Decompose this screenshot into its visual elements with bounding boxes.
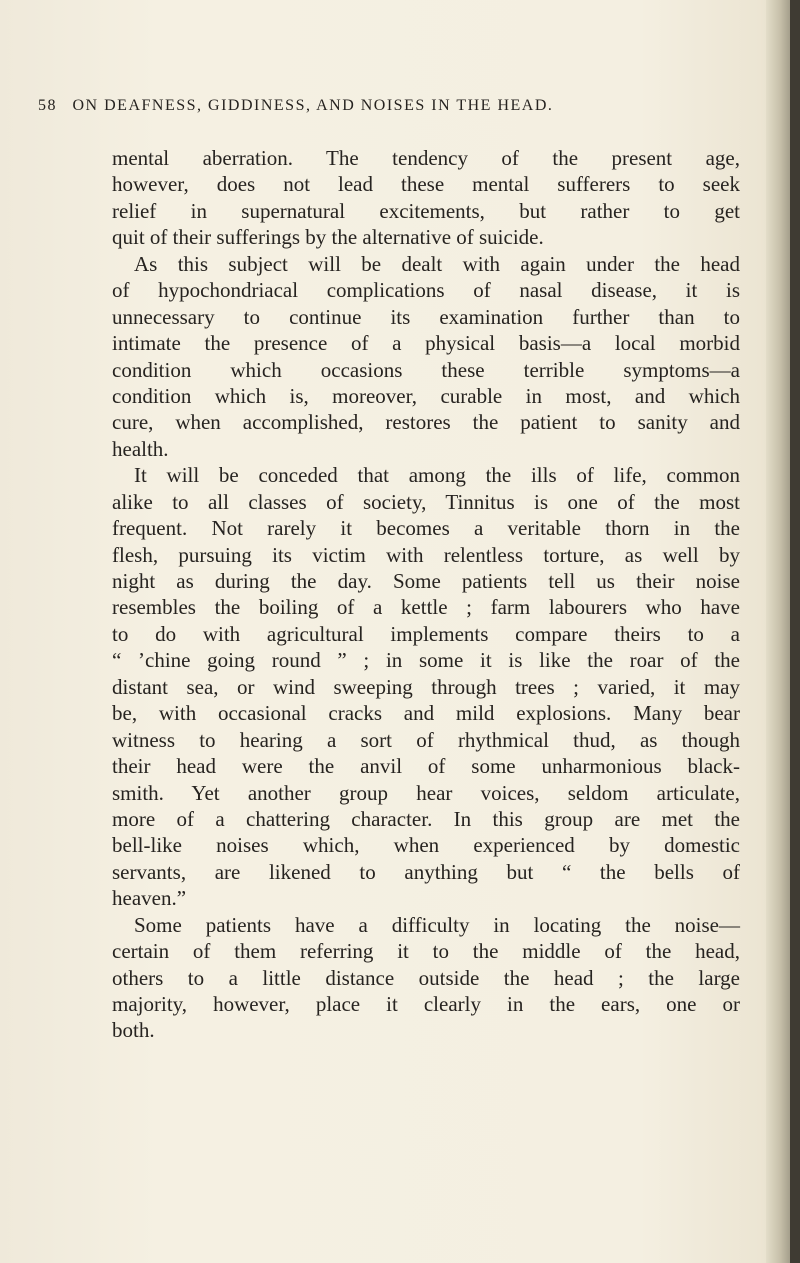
text-line: bell-like noises which, when experienced by domestic — [112, 833, 740, 858]
text-line: resembles the boiling of a kettle ; farm labourers who have — [112, 595, 740, 620]
text-line: of hypochondriacal complications of nasal disease, it is — [112, 278, 740, 303]
text-line: frequent. Not rarely it becomes a veritable thorn in the — [112, 516, 740, 541]
text-line: condition which occasions these terrible symptoms—a — [112, 357, 740, 382]
text-line: be, with occasional cracks and mild explosions. Many bear — [112, 701, 740, 726]
text-line: distant sea, or wind sweeping through trees ; varied, it may — [112, 674, 740, 699]
text-line: both. — [112, 1018, 155, 1043]
text-line: cure, when accomplished, restores the patient to sanity and — [112, 410, 740, 435]
running-title: ON DEAFNESS, GIDDINESS, AND NOISES IN THE HEAD. — [72, 97, 554, 114]
text-line: alike to all classes of society, Tinnitus is one of the most — [112, 489, 740, 514]
text-line: others to a little distance outside the head ; the large — [112, 965, 740, 990]
paragraph — [112, 251, 740, 463]
text-line: more of a chattering character. In this group are met the — [112, 806, 740, 831]
text-line: intimate the presence of a physical basis—a local morbid — [112, 331, 740, 356]
text-line: mental aberration. The tendency of the present age, — [112, 146, 740, 170]
text-line: however, does not lead these mental sufferers to seek — [112, 172, 740, 197]
paragraph — [112, 912, 740, 1044]
text-line: night as during the day. Some patients tell us their noise — [112, 569, 740, 593]
paragraph — [112, 145, 740, 251]
text-line: their head were the anvil of some unharmonious black- — [112, 754, 740, 779]
text-line: servants, are likened to anything but “ the bells of — [112, 859, 740, 884]
text-line: heaven.” — [112, 886, 187, 911]
text-line: “ ’chine going round ” ; in some it is like the roar of the — [112, 648, 740, 673]
text-line: certain of them referring it to the middle of the head, — [112, 939, 740, 964]
text-line: majority, however, place it clearly in the ears, one or — [112, 992, 740, 1016]
book-gutter — [790, 0, 800, 1263]
text-line: quit of their sufferings by the alternative of suicide. — [112, 225, 544, 250]
text-line: smith. Yet another group hear voices, seldom articulate, — [112, 780, 740, 805]
text-line: to do with agricultural implements compare theirs to a — [112, 621, 740, 646]
paragraph — [112, 462, 740, 911]
page-number: 58 — [38, 97, 57, 114]
text-line: witness to hearing a sort of rhythmical thud, as though — [112, 727, 740, 752]
text-line: condition which is, moreover, curable in most, and which — [112, 383, 740, 408]
running-header — [38, 97, 698, 115]
text-line: As this subject will be dealt with again under the head — [134, 251, 740, 276]
text-line: It will be conceded that among the ills of life, common — [134, 463, 740, 488]
text-line: relief in supernatural excitements, but rather to get — [112, 198, 740, 223]
text-line: health. — [112, 436, 169, 461]
body-text — [112, 145, 740, 1044]
text-line: Some patients have a difficulty in locating the noise— — [134, 912, 740, 937]
text-line: unnecessary to continue its examination further than to — [112, 304, 740, 329]
text-line: flesh, pursuing its victim with relentless torture, as well by — [112, 542, 740, 567]
